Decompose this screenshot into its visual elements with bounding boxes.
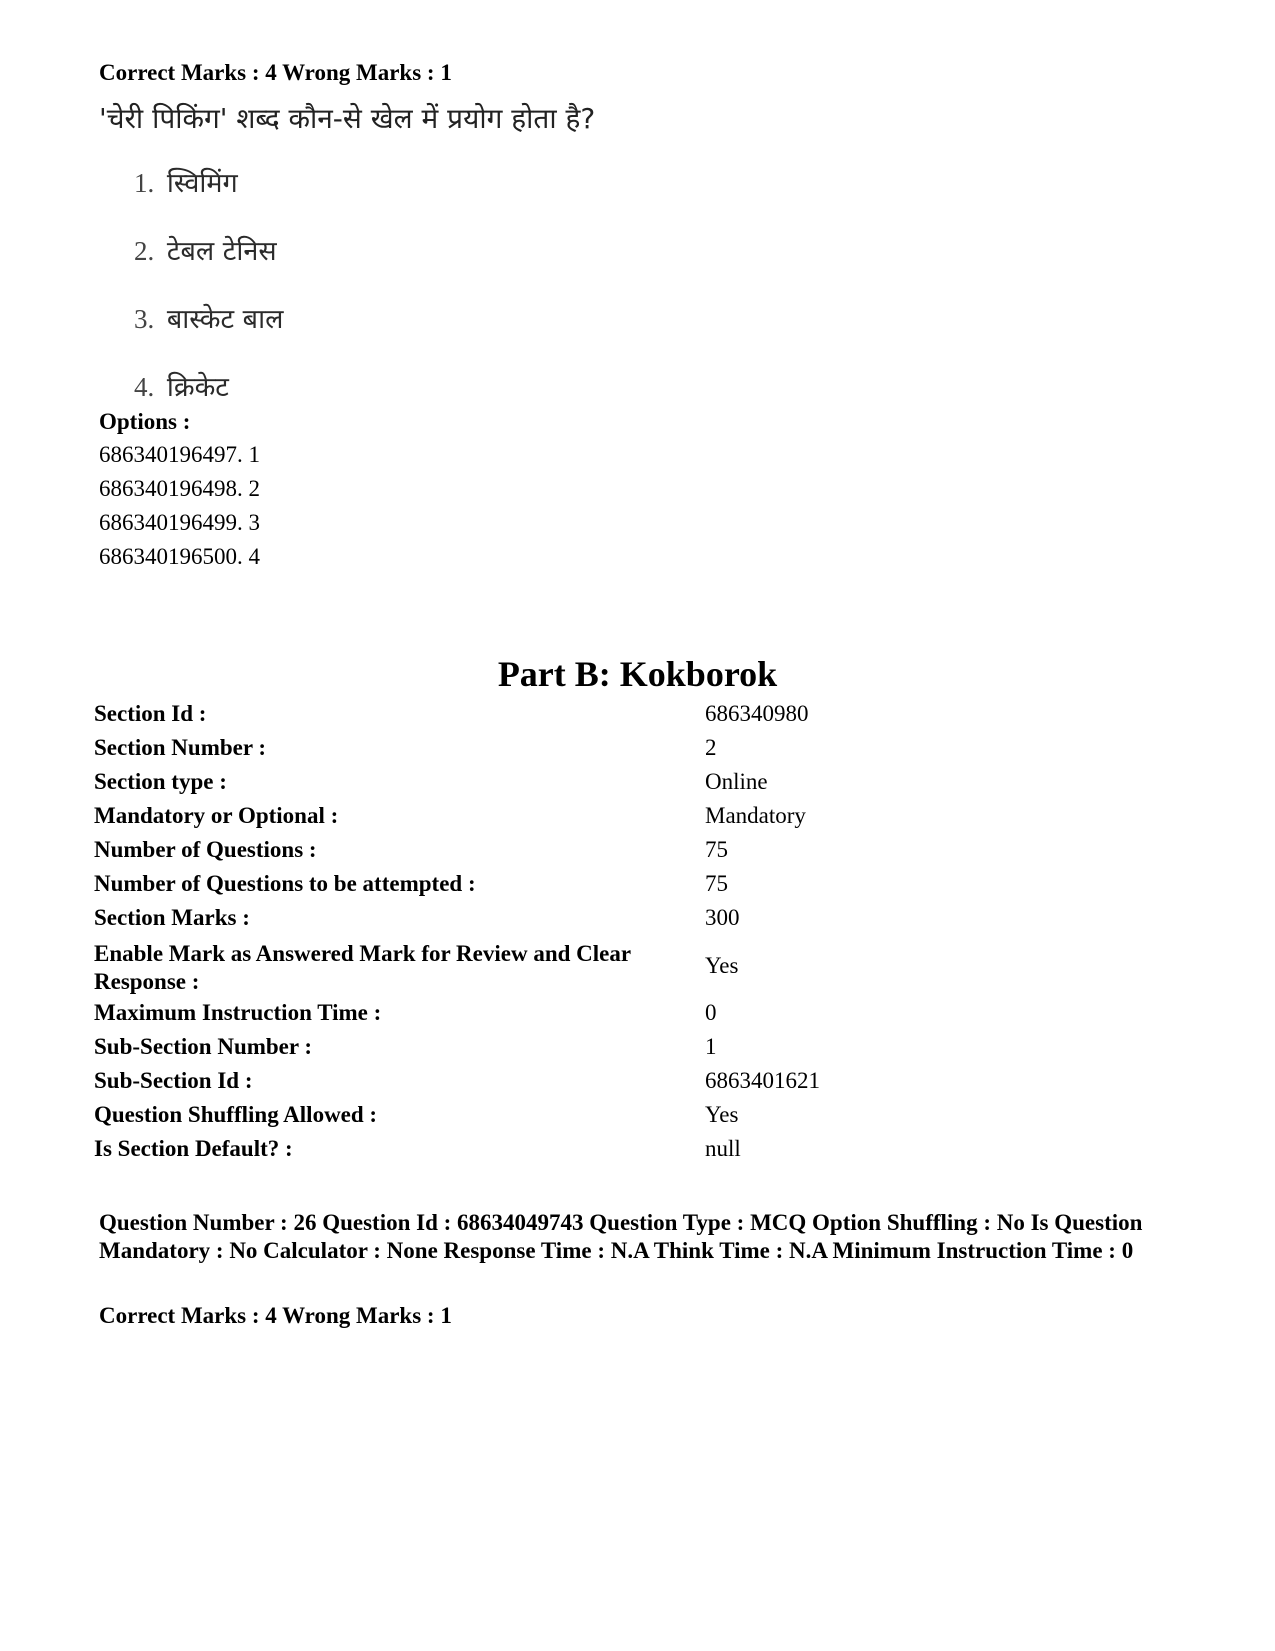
sub-section-number-value: 1 — [705, 1034, 717, 1059]
choice-item — [134, 231, 277, 268]
choice-number: 1. — [134, 168, 155, 198]
section-id-value: 686340980 — [705, 701, 809, 726]
sub-section-id-label: Sub-Section Id : — [94, 1068, 253, 1093]
choice-text: स्विमिंग — [166, 168, 238, 199]
question-shuffling-label: Question Shuffling Allowed : — [94, 1102, 378, 1127]
choice-text: बास्केट बाल — [166, 304, 284, 335]
questions-to-attempt-label: Number of Questions to be attempted : — [94, 871, 476, 896]
sub-section-id-value: 6863401621 — [705, 1068, 820, 1093]
enable-mark-review-label: Enable Mark as Answered Mark for Review and Clear Response : — [94, 941, 631, 994]
choice-item — [134, 163, 238, 200]
option-id-row: 686340196497. 1 — [99, 442, 260, 467]
enable-mark-review-value: Yes — [705, 953, 739, 978]
part-title: Part B: Kokborok — [497, 654, 778, 694]
option-id-row: 686340196500. 4 — [99, 544, 260, 569]
section-id-label: Section Id : — [94, 701, 207, 726]
mandatory-optional-value: Mandatory — [705, 803, 806, 828]
choice-number: 3. — [134, 304, 155, 334]
choice-text: टेबल टेनिस — [166, 236, 277, 267]
question-text: 'चेरी पिकिंग' शब्द कौन-से खेल में प्रयोग होता है? — [99, 102, 596, 135]
section-marks-label: Section Marks : — [94, 905, 250, 930]
sub-section-number-label: Sub-Section Number : — [94, 1034, 313, 1059]
question-shuffling-value: Yes — [705, 1102, 739, 1127]
section-number-value: 2 — [705, 735, 717, 760]
choice-number: 2. — [134, 236, 155, 266]
option-id-row: 686340196499. 3 — [99, 510, 260, 535]
number-of-questions-value: 75 — [705, 837, 728, 862]
choice-item — [134, 299, 283, 336]
correct-wrong-marks: Correct Marks : 4 Wrong Marks : 1 — [99, 60, 452, 85]
is-section-default-value: null — [705, 1136, 741, 1161]
option-id-row: 686340196498. 2 — [99, 476, 260, 501]
number-of-questions-label: Number of Questions : — [94, 837, 317, 862]
section-type-label: Section type : — [94, 769, 227, 794]
is-section-default-label: Is Section Default? : — [94, 1136, 293, 1161]
section-type-value: Online — [705, 769, 768, 794]
max-instruction-time-label: Maximum Instruction Time : — [94, 1000, 382, 1025]
correct-wrong-marks: Correct Marks : 4 Wrong Marks : 1 — [99, 1303, 452, 1328]
question-meta: Question Number : 26 Question Id : 68634049743 Question Type : MCQ Option Shuffling : No Is Question Mandatory : No Calculator : None Response Time : N.A Think Time : N.A Minimum Instruction Time : 0 — [99, 1210, 1143, 1263]
section-number-label: Section Number : — [94, 735, 267, 760]
choice-number: 4. — [134, 372, 155, 402]
choice-item — [134, 367, 229, 404]
mandatory-optional-label: Mandatory or Optional : — [94, 803, 339, 828]
options-label: Options : — [99, 409, 191, 434]
max-instruction-time-value: 0 — [705, 1000, 717, 1025]
choice-text: क्रिकेट — [166, 372, 229, 403]
questions-to-attempt-value: 75 — [705, 871, 728, 896]
section-marks-value: 300 — [705, 905, 740, 930]
